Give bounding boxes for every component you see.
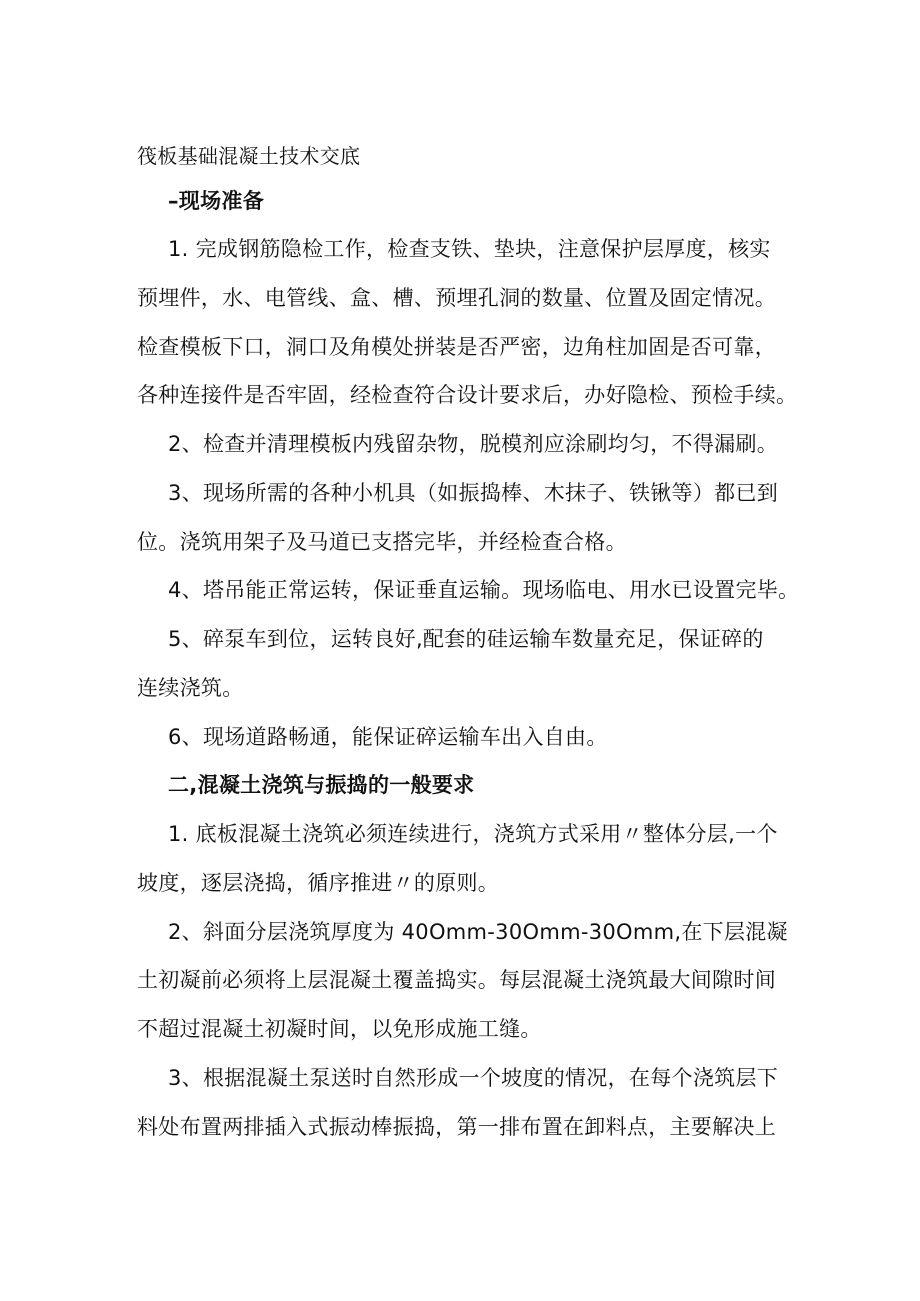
paragraph-line: 各种连接件是否牢固，经检查符合设计要求后，办好隐检、预检手续。 [137, 383, 798, 407]
paragraph-line: 2、检查并清理模板内残留杂物，脱模剂应涂刷均匀，不得漏刷。 [168, 432, 779, 456]
paragraph-line: 1. 完成钢筋隐检工作，检查支铁、垫块，注意保护层厚度，核实 [168, 237, 771, 261]
paragraph-line: 连续浇筑。 [137, 676, 244, 700]
section-heading-site-preparation: –现场准备 [168, 189, 264, 213]
paragraph-line: 料处布置两排插入式振动棒振捣，第一排布置在卸料点，主要解决上 [137, 1115, 776, 1139]
paragraph-line: 2、斜面分层浇筑厚度为 40Omm-30Omm-30Omm,在下层混凝 [168, 920, 788, 944]
paragraph-line: 不超过混凝土初凝时间，以免形成施工缝。 [137, 1017, 542, 1041]
document-title: 筏板基础混凝土技术交底 [137, 144, 361, 168]
paragraph-line: 位。浇筑用架子及马道已支搭完毕，并经检查合格。 [137, 530, 627, 554]
paragraph-line: 3、根据混凝土泵送时自然形成一个坡度的情况，在每个浇筑层下 [168, 1066, 779, 1090]
paragraph-line: 坡度，逐层浇捣，循序推进〃的原则。 [137, 871, 500, 895]
paragraph-line: 6、现场道路畅通，能保证碎运输车出入自由。 [168, 725, 608, 749]
paragraph-line: 预埋件，水、电管线、盒、槽、预埋孔洞的数量、位置及固定情况。 [137, 286, 776, 310]
paragraph-line: 4、塔吊能正常运转，保证垂直运输。现场临电、用水已设置完毕。 [168, 578, 800, 602]
paragraph-line: 1. 底板混凝土浇筑必须连续进行，浇筑方式采用〃整体分层,一个 [168, 822, 778, 846]
section-heading-pouring-requirements: 二,混凝土浇筑与振捣的一般要求 [168, 773, 475, 797]
paragraph-line: 3、现场所需的各种小机具（如振捣棒、木抹子、铁锹等）都已到 [168, 481, 779, 505]
paragraph-line: 土初凝前必须将上层混凝土覆盖捣实。每层混凝土浇筑最大间隙时间 [137, 968, 776, 992]
paragraph-line: 检查模板下口，洞口及角模处拼装是否严密，边角柱加固是否可靠， [137, 335, 776, 359]
paragraph-line: 5、碎泵车到位，运转良好,配套的硅运输车数量充足，保证碎的 [168, 627, 764, 651]
